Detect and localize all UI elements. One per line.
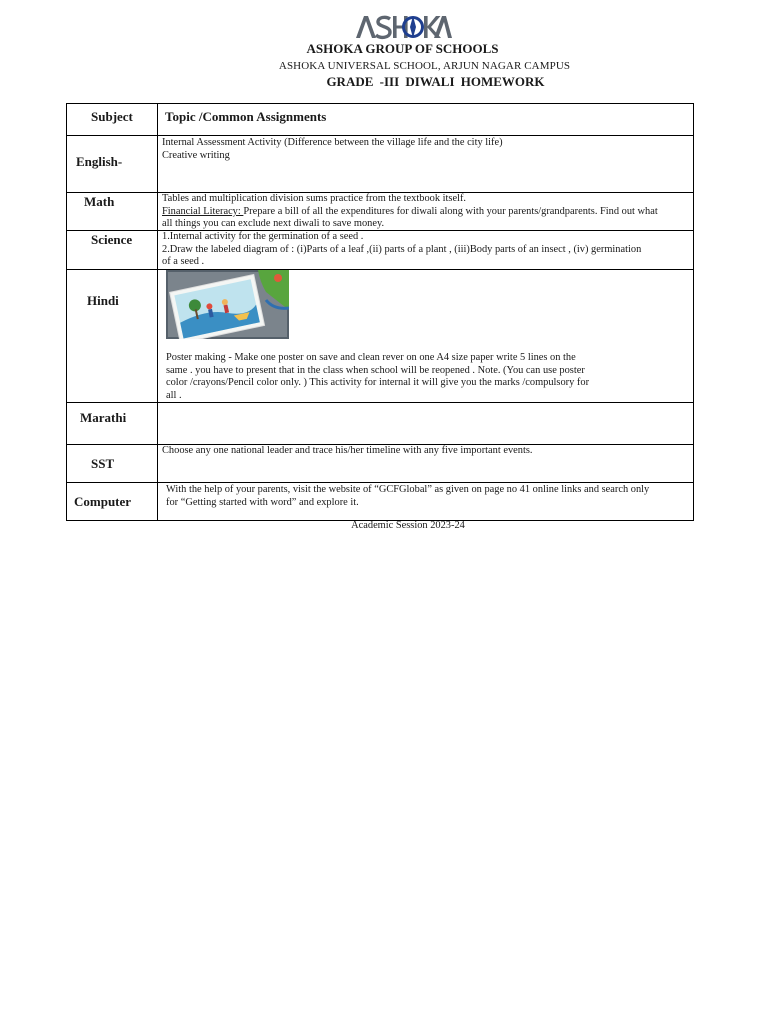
table-row-science (67, 231, 693, 270)
topic-hindi (166, 352, 626, 403)
hindi-line-3: color /crayons/Pencil color only. ) This activity for internal it will give you the marks /compulsory for (166, 377, 590, 389)
poster-image (166, 270, 289, 339)
hindi-line-2: same . you have to present that in the class when school will be reopened . Note. (You can use poster (166, 364, 585, 376)
subject-computer: Computer (74, 494, 132, 509)
computer-line-2: for “Getting started with word” and explore it. (166, 496, 359, 508)
hindi-line-4: all . (166, 390, 182, 402)
table-row-math (67, 193, 693, 231)
science-line-1: 1.Internal activity for the germination of a seed . (162, 231, 364, 242)
table-row-sst (67, 445, 693, 483)
subject-english: English- (76, 154, 123, 169)
math-line-2 (162, 206, 688, 219)
table-header-row (67, 104, 693, 136)
subject-science: Science (91, 232, 133, 247)
english-line-1: Internal Assessment Activity (Difference between the village life and the city life) (162, 137, 503, 148)
campus-name: ASHOKA UNIVERSAL SCHOOL, ARJUN NAGAR CAMPUS (278, 60, 571, 72)
homework-table (66, 103, 694, 521)
topic-english (162, 137, 688, 162)
homework-title: GRADE -III DIWALI HOMEWORK (326, 74, 545, 89)
sst-line-1: Choose any one national leader and trace his/her timeline with any five important events. (162, 445, 533, 456)
topic-math (162, 193, 688, 231)
computer-line-1: With the help of your parents, visit the website of “GCFGlobal” as given on page no 41 online links and search only (166, 484, 650, 495)
topic-sst (162, 445, 688, 458)
header-subject: Subject (91, 109, 133, 124)
table-row-hindi (67, 270, 693, 403)
hindi-line-1: Poster making - Make one poster on save and clean rever on one A4 size paper write 5 lines on the (166, 352, 576, 363)
science-line-2: 2.Draw the labeled diagram of : (i)Parts of a leaf ,(ii) parts of a plant , (iii)Body parts of an insect , (iv) germination (162, 243, 642, 255)
header-topic: Topic /Common Assignments (165, 109, 327, 124)
ashoka-logo (354, 13, 452, 41)
table-row-marathi (67, 403, 693, 445)
topic-computer (166, 484, 692, 509)
school-group-title: ASHOKA GROUP OF SCHOOLS (306, 41, 499, 56)
math-line-3: all things you can exclude next diwali to save money. (162, 218, 385, 230)
subject-marathi: Marathi (80, 410, 127, 425)
table-row-computer (67, 483, 693, 520)
science-line-3: of a seed . (162, 256, 205, 268)
math-line-1: Tables and multiplication division sums practice from the textbook itself. (162, 193, 467, 204)
subject-sst: SST (91, 456, 115, 471)
math-line-2-rest: Prepare a bill of all the expenditures for diwali along with your parents/grandparents. Find out what (243, 205, 658, 217)
table-row-english (67, 136, 693, 193)
english-line-2: Creative writing (162, 149, 230, 161)
academic-session: Academic Session 2023-24 (351, 520, 465, 531)
financial-literacy-label: Financial Literacy: (162, 205, 244, 217)
subject-hindi: Hindi (87, 293, 119, 308)
topic-science (162, 231, 688, 269)
subject-math: Math (84, 194, 115, 209)
